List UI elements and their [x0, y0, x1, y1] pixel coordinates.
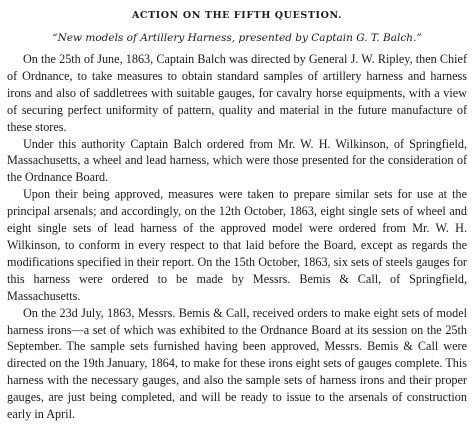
- paragraph-3: Upon their being approved, measures were taken to prepare similar sets for use at the principal arsenals; and accordingly, on the 12th October, 1863, eight single sets of wheel and eight single sets of lead harness of the approved model were ordered from Mr. W. H. Wilkinson, to conform in every respect to that laid before the Board, except as regards the modifications specified in their report. On the 15th October, 1863, six sets of steels gauges for this harness were ordered to be made by Messrs. Bemis & Call, of Springfield, Massachusetts.: [7, 187, 467, 303]
- paragraph-1: On the 25th of June, 1863, Captain Balch was directed by General J. W. Ripley, then Chief of Ordnance, to take measures to obtain standard samples of artillery harness and harness irons and also of saddletrees with suitable gauges, for cavalry horse equipments, with a view of securing perfect uniformity of pattern, quality and material in the future manufacture of these stores.: [7, 52, 467, 134]
- section-heading: ACTION ON THE FIFTH QUESTION.: [131, 10, 343, 21]
- paragraph-2: Under this authority Captain Balch ordered from Mr. W. H. Wilkinson, of Springfield, Massachusetts, a wheel and lead harness, which were those presented for the consideration of the Ordnance Board.: [7, 136, 467, 185]
- section-subtitle: “New models of Artillery Harness, presented by Captain G. T. Balch.”: [52, 32, 422, 44]
- paragraph-4: On the 23d July, 1863, Messrs. Bemis & Call, received orders to make eight sets of model harness irons—a set of which was exhibited to the Ordnance Board at its session on the 25th September. The sample sets furnished having been approved, Messrs. Bemis & Call were directed on the 19th January, 1864, to make for these irons eight sets of gauges complete. This harness with the necessary gauges, and also the sample sets of harness irons and their proper gauges, are just being completed, and will be ready to issue to the arsenals of construction early in April.: [7, 305, 467, 422]
